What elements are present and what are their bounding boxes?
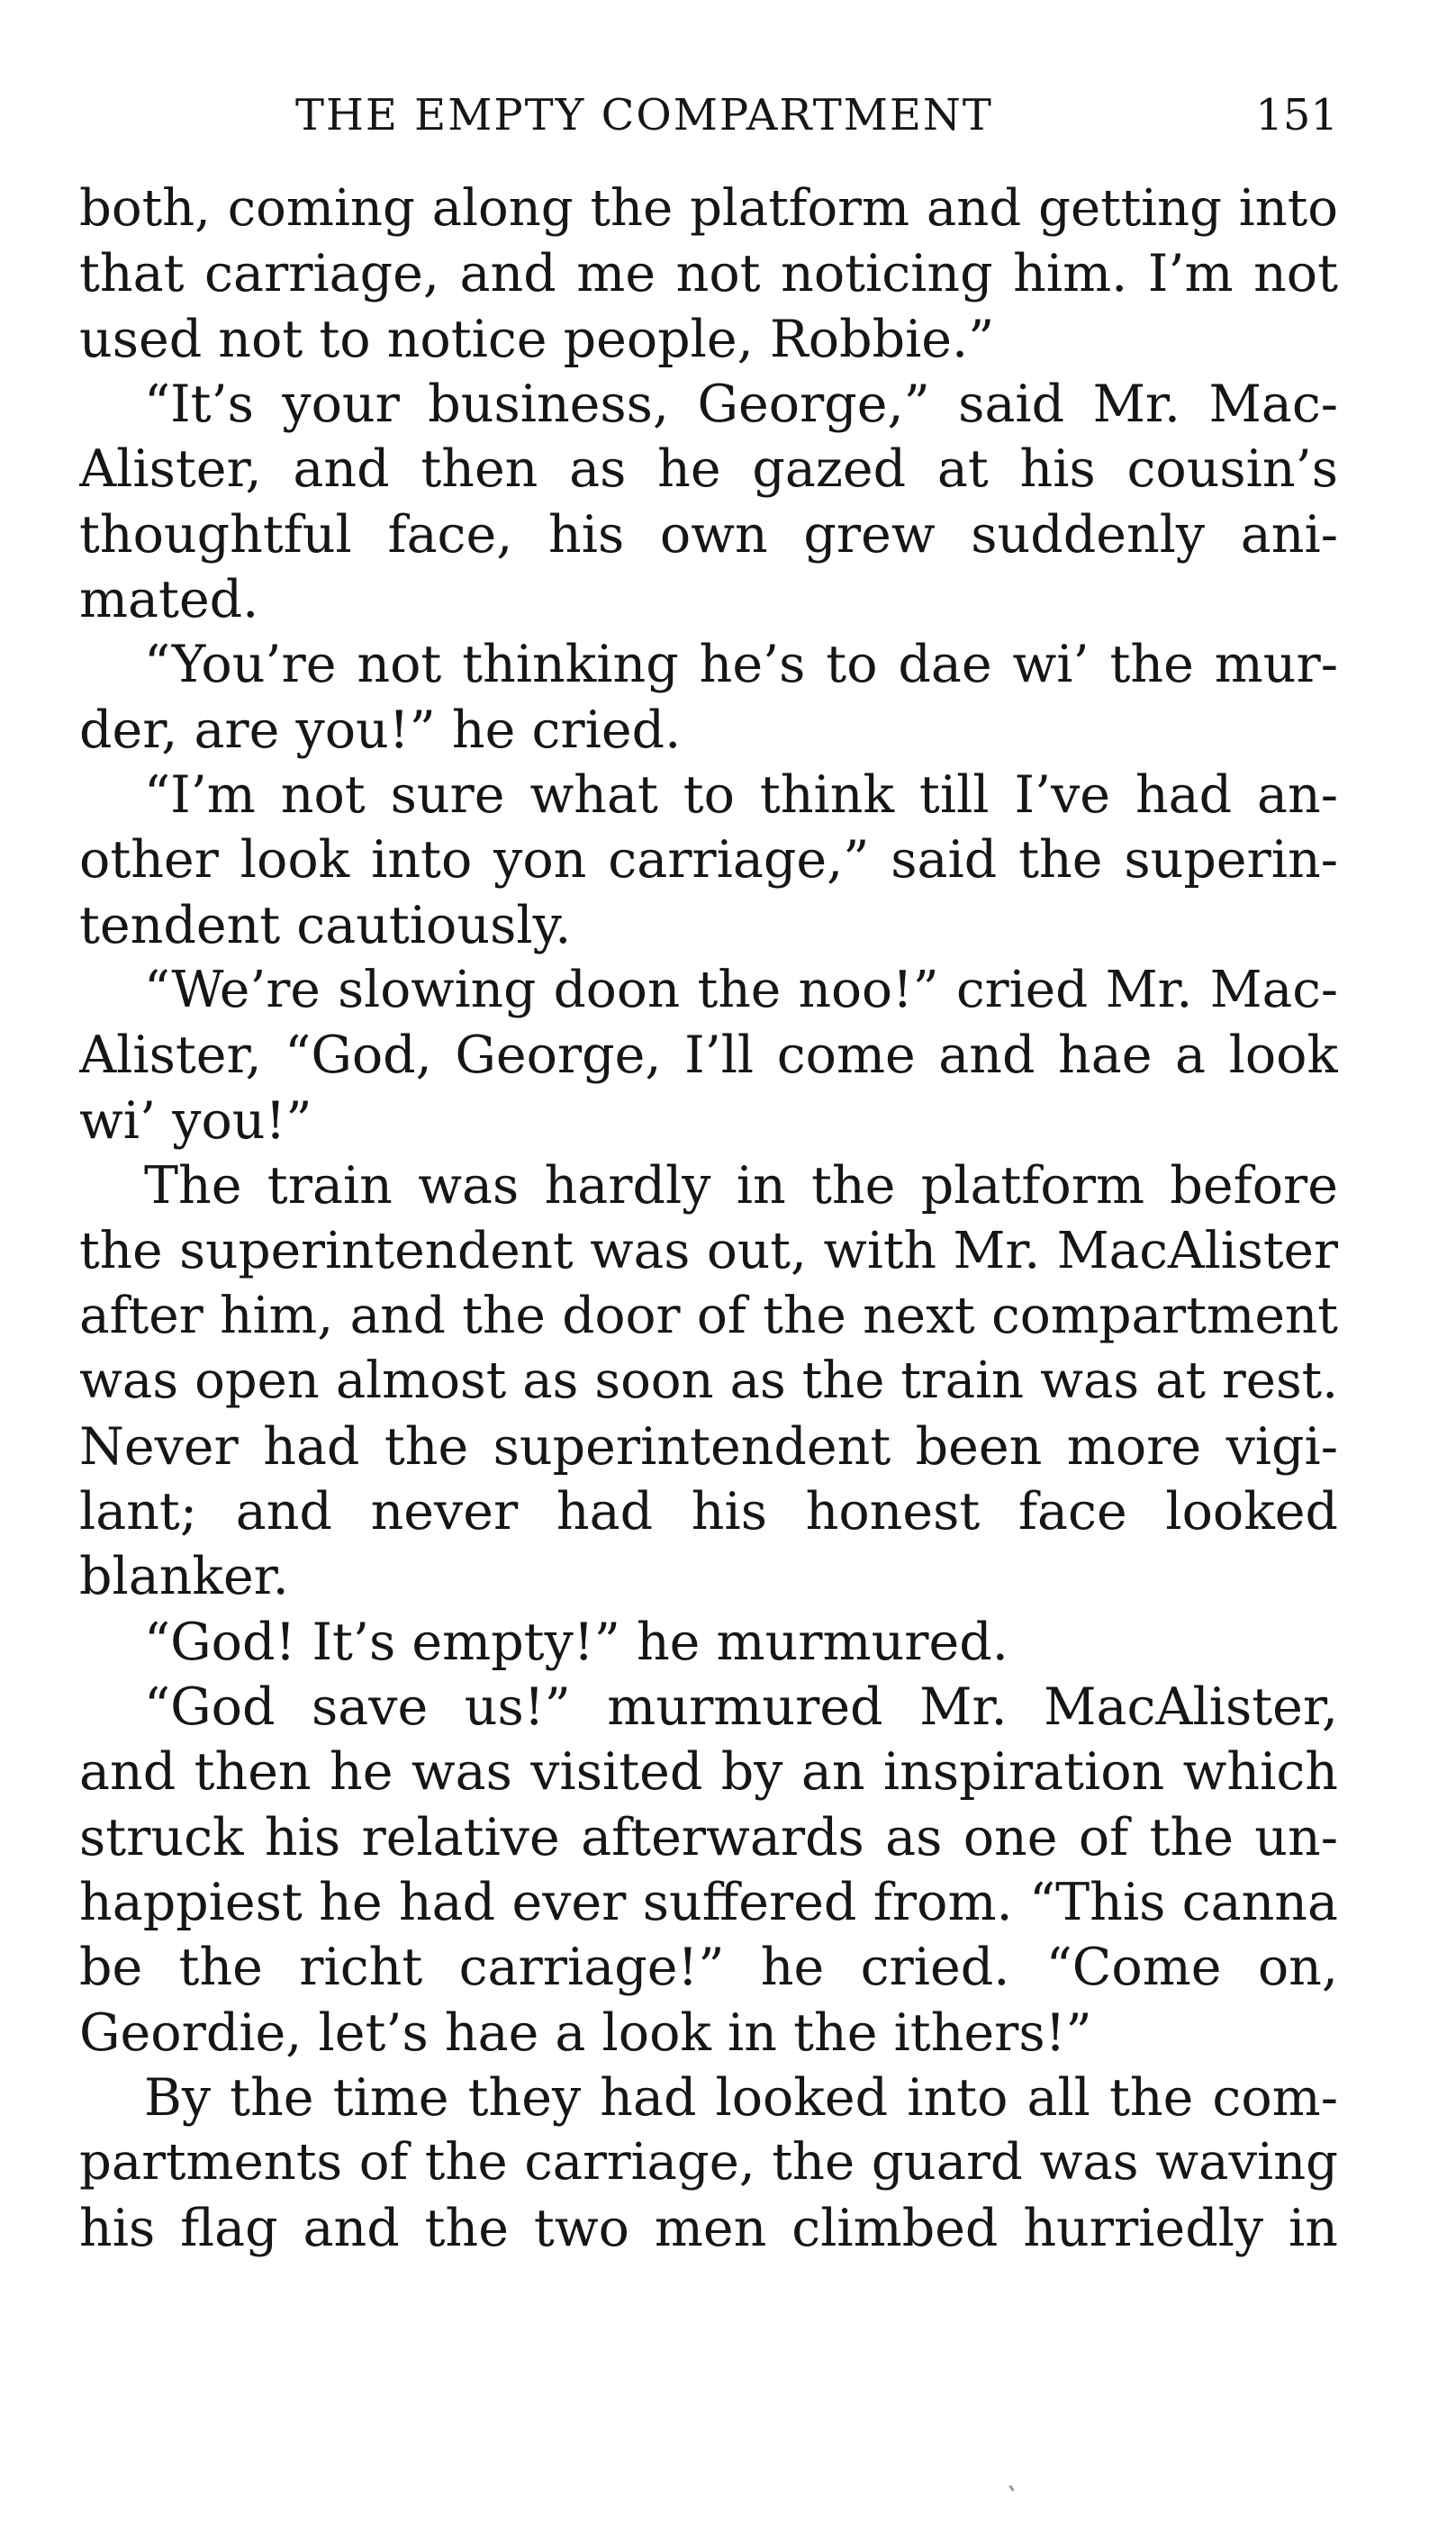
text-line: “I’m not sure what to think till I’ve had an- [144,765,1338,826]
text-line: “God! It’s empty!” he murmured. [144,1612,1008,1672]
body-text [79,176,1338,2261]
text-line: By the time they had looked into all the com- [144,2067,1338,2128]
text-line: and then he was visited by an inspiration which [79,1742,1338,1803]
text-line: thoughtful face, his own grew suddenly ani- [79,504,1338,565]
text-line: happiest he had ever suffered from. “This canna [79,1872,1338,1932]
text-line: lant; and never had his honest face looked [79,1481,1338,1541]
text-line: that carriage, and me not noticing him. I’m not [79,244,1338,304]
text-line: “It’s your business, George,” said Mr. Mac- [144,375,1338,435]
text-line: Alister, “God, George, I’ll come and hae a look [79,1026,1338,1086]
text-line: his flag and the two men climbed hurriedly in [79,2198,1338,2258]
text-line: wi’ you!” [79,1090,312,1151]
text-line: used not to notice people, Robbie.” [79,309,995,369]
text-line: “God save us!” murmured Mr. MacAlister, [144,1677,1338,1737]
ink-speck [1008,2485,1014,2491]
page-number: 151 [1255,90,1338,140]
text-line: Alister, and then as he gazed at his cousin’s [79,439,1338,500]
text-line: both, coming along the platform and getting into [79,179,1338,238]
text-line: The train was hardly in the platform before [144,1156,1338,1216]
text-line: tendent cautiously. [79,895,572,955]
text-line: struck his relative afterwards as one of the un- [79,1807,1338,1867]
text-line: other look into yon carriage,” said the superin- [79,830,1338,890]
text-line: Never had the superintendent been more vigi- [79,1416,1338,1477]
running-header [79,79,1338,151]
running-title: THE EMPTY COMPARTMENT [295,90,993,140]
text-line: mated. [79,570,259,630]
text-line: was open almost as soon as the train was at rest. [79,1351,1338,1411]
text-line: be the richt carriage!” he cried. “Come on, [79,1938,1338,1998]
text-line: “We’re slowing doon the noo!” cried Mr. Mac- [144,961,1338,1020]
text-line: after him, and the door of the next compartment [79,1286,1338,1345]
text-line: partments of the carriage, the guard was waving [79,2133,1338,2192]
text-line: Geordie, let’s hae a look in the ithers!” [79,2002,1092,2063]
text-line: “You’re not thinking he’s to dae wi’ the mur- [144,635,1338,695]
text-line: der, are you!” he cried. [79,700,682,760]
text-line: blanker. [79,1547,289,1607]
text-line: the superintendent was out, with Mr. MacAlister [79,1221,1338,1280]
